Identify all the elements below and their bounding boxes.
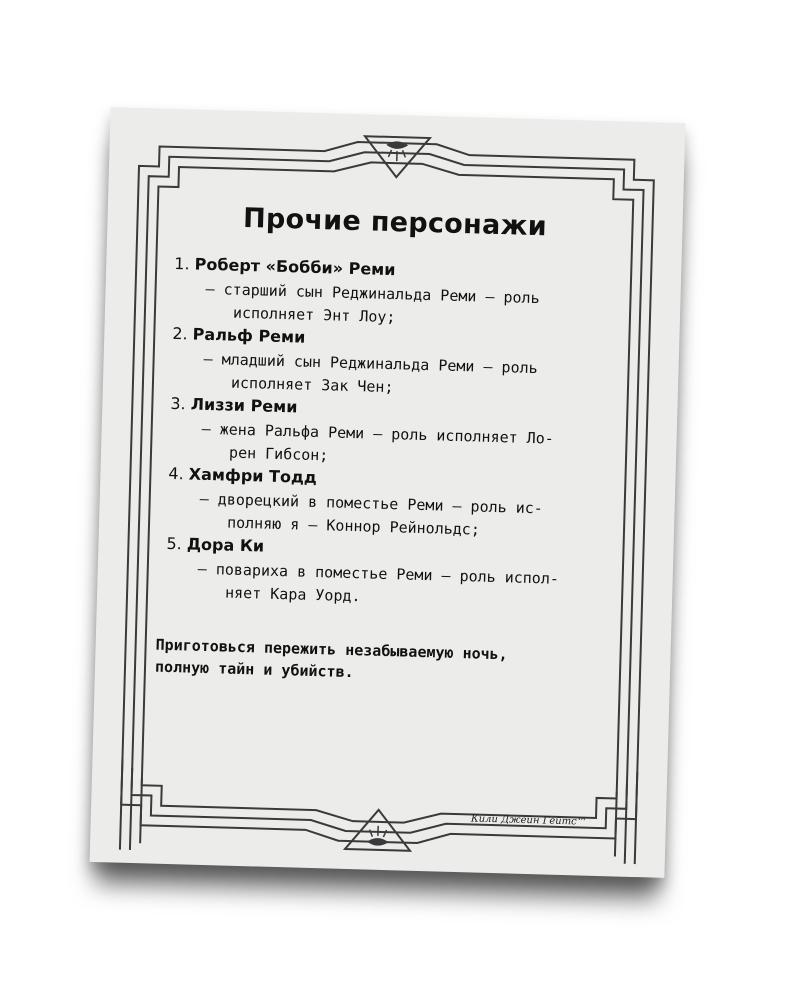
page-title: Прочие персонажи xyxy=(242,202,548,243)
entry-number: 1. xyxy=(174,253,190,274)
entry-number: 5. xyxy=(166,533,183,554)
entry-desc-line1: — повариха в поместье Реми — роль испол- xyxy=(197,559,560,588)
entry-desc-line1: — младший сын Реджинальда Реми — роль xyxy=(203,349,538,378)
document-content xyxy=(90,107,686,878)
entry-desc-line2: исполняет Зак Чен; xyxy=(230,373,394,397)
entry-desc-line2: няет Кара Уорд. xyxy=(224,583,361,606)
entry-desc-line1: — жена Ральфа Реми — роль исполняет Ло- xyxy=(201,419,555,448)
character-entry-3 xyxy=(169,394,621,476)
entry-name: Ральф Реми xyxy=(192,324,306,347)
entry-name: Лиззи Реми xyxy=(190,394,298,417)
character-entry-1 xyxy=(173,254,625,336)
closing-line2: полную тайн и убийств. xyxy=(154,657,354,682)
entry-description xyxy=(197,558,616,616)
closing-line1: Приготовься пережить незабываемую ночь, xyxy=(155,635,508,664)
closing-statement xyxy=(155,634,626,691)
entry-desc-line1: — старший сын Реджинальда Реми — роль xyxy=(205,279,540,308)
entry-desc-line2: исполняет Энт Лоу; xyxy=(232,303,396,327)
entry-name: Хамфри Тодд xyxy=(188,464,318,488)
entry-name: Дора Ки xyxy=(186,534,265,556)
entry-number: 2. xyxy=(172,323,188,344)
document-card xyxy=(90,107,686,878)
entry-number: 4. xyxy=(168,463,184,484)
entry-desc-line2: полняю я — Коннор Рейнольдс; xyxy=(226,513,481,539)
entry-desc-line1: — дворецкий в поместье Реми — роль ис- xyxy=(199,489,544,518)
author-signature: Кили Джейн Гейтс™ xyxy=(470,813,587,828)
character-entry-5 xyxy=(165,534,617,616)
character-entry-2 xyxy=(171,324,623,406)
entry-number: 3. xyxy=(170,393,186,414)
entry-name: Роберт «Бобби» Реми xyxy=(194,254,396,280)
character-entry-4 xyxy=(167,464,619,546)
entry-desc-line2: рен Гибсон; xyxy=(228,443,329,465)
